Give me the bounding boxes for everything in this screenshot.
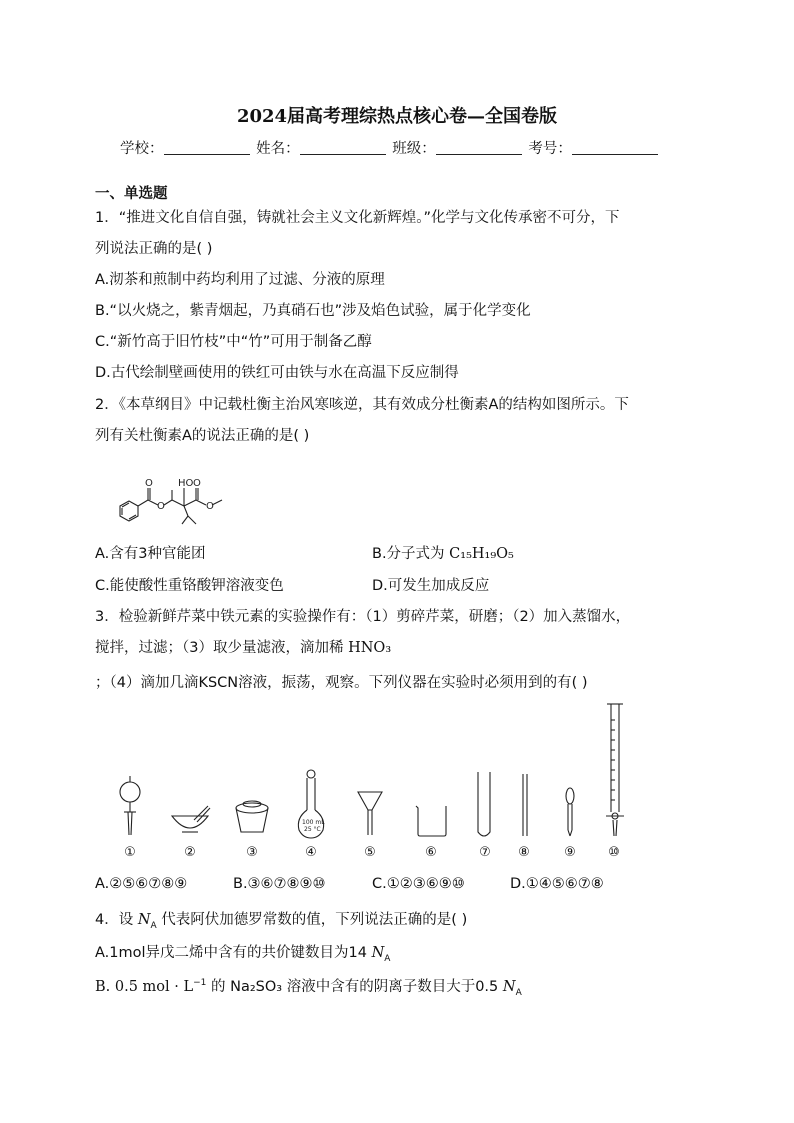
q3-stem-line2: [95, 636, 391, 657]
q4-stem-suffix: 代表阿伏加德罗常数的值，下列说法正确的是( ): [156, 912, 468, 928]
crucible-icon: [236, 801, 268, 832]
q4-option-a[interactable]: [95, 941, 390, 964]
flask-marking: 25 °C: [304, 826, 321, 833]
q4-option-b-text: 的 Na₂SO₃ 溶液中含有的阴离子数目大于0.5: [206, 979, 503, 995]
q4-option-a-text: A.1mol异戊二烯中含有的共价键数目为14: [95, 945, 372, 961]
glass-rod-icon: [523, 774, 527, 836]
q4-option-b[interactable]: [95, 975, 522, 998]
apparatus-label: ②: [184, 845, 196, 860]
atom-o: O: [193, 478, 201, 489]
q4-stem-prefix: 4．设: [95, 912, 138, 928]
q1-option-c[interactable]: C.“新竹高于旧竹枝”中“竹”可用于制备乙醇: [95, 334, 372, 350]
na-subscript: A: [150, 920, 157, 931]
name-label: 姓名：: [256, 141, 300, 157]
q3-stem-line2-text: 搅拌，过滤；（3）取少量滤液，滴加稀: [95, 640, 349, 656]
q3-stem-line3: ；（4）滴加几滴KSCN溶液，振荡，观察。下列仪器在实验时必须用到的有( ): [95, 675, 588, 691]
apparatus-label: ④: [305, 845, 317, 860]
na-subscript: A: [515, 987, 522, 998]
q2-option-b[interactable]: [372, 542, 514, 563]
apparatus-label: ⑧: [518, 845, 530, 860]
section-heading: 一、单选题: [95, 186, 168, 202]
q2-option-c[interactable]: C.能使酸性重铬酸钾溶液变色: [95, 578, 284, 594]
apparatus-figure: [110, 700, 640, 850]
apparatus-label: ⑩: [608, 845, 620, 860]
test-tube-icon: [478, 772, 490, 836]
unit-superscript: −1: [193, 978, 207, 989]
school-blank[interactable]: [164, 140, 250, 155]
number-label: 考号：: [528, 141, 572, 157]
apparatus-label: ①: [124, 845, 136, 860]
q2-stem-line1: 2．《本草纲目》中记载杜衡主治风寒咳逆，其有效成分杜衡素A的结构如图所示。下: [95, 397, 629, 413]
beaker-icon: [416, 806, 446, 836]
q4-stem: [95, 908, 467, 931]
mortar-icon: [172, 806, 210, 832]
dropper-icon: [566, 788, 574, 836]
name-blank[interactable]: [300, 140, 386, 155]
flask-marking: 100 mL: [302, 819, 325, 826]
atom-ho: HO: [178, 478, 194, 489]
class-blank[interactable]: [436, 140, 522, 155]
number-blank[interactable]: [572, 140, 658, 155]
apparatus-label: ⑥: [425, 845, 437, 860]
apparatus-label: ⑦: [479, 845, 491, 860]
q3-option-a[interactable]: A.②⑤⑥⑦⑧⑨: [95, 876, 188, 892]
q3-formula: HNO₃: [348, 640, 392, 656]
apparatus-label: ⑤: [364, 845, 376, 860]
q2-stem-line2: 列有关杜衡素A的说法正确的是( ): [95, 428, 310, 444]
na-symbol: N: [371, 945, 385, 961]
q3-option-c[interactable]: C.①②③⑥⑨⑩: [372, 876, 465, 892]
student-info-row: [120, 137, 660, 158]
atom-o: O: [157, 501, 165, 512]
q3-option-d[interactable]: D.①④⑤⑥⑦⑧: [510, 876, 604, 892]
q3-stem-line1: 3．检验新鲜芹菜中铁元素的实验操作有：（1）剪碎芹菜，研磨；（2）加入蒸馏水，: [95, 609, 631, 625]
q3-option-b[interactable]: B.③⑥⑦⑧⑨⑩: [233, 876, 326, 892]
na-subscript: A: [384, 953, 391, 964]
atom-o: O: [145, 478, 153, 489]
structure-diagram: [112, 458, 252, 528]
page-title: 2024届高考理综热点核心卷—全国卷版: [236, 106, 558, 127]
q2-option-d[interactable]: D.可发生加成反应: [372, 578, 490, 594]
apparatus-label: ⑨: [564, 845, 576, 860]
atom-o: O: [206, 501, 214, 512]
separatory-funnel-icon: [120, 776, 140, 835]
class-label: 班级：: [392, 141, 436, 157]
funnel-icon: [358, 792, 382, 835]
q1-option-a[interactable]: A.沏茶和煎制中药均利用了过滤、分液的原理: [95, 272, 385, 288]
na-symbol: N: [137, 912, 151, 928]
burette-icon: [606, 704, 624, 836]
apparatus-label: ③: [246, 845, 258, 860]
q2-formula: C₁₅H₁₉O₅: [449, 546, 514, 562]
school-label: 学校：: [120, 141, 164, 157]
na-symbol: N: [502, 979, 516, 995]
q4-option-b-text: B. 0.5 mol · L: [95, 979, 194, 995]
q2-option-a[interactable]: A.含有3种官能团: [95, 546, 206, 562]
q2-option-b-text: B.分子式为: [372, 546, 450, 562]
q1-stem-line1: 1．“推进文化自信自强，铸就社会主义文化新辉煌。”化学与文化传承密不可分，下: [95, 210, 620, 226]
q1-option-b[interactable]: B.“以火烧之，紫青烟起，乃真硝石也”涉及焰色试验，属于化学变化: [95, 303, 531, 319]
q1-stem-line2: 列说法正确的是( ): [95, 241, 213, 257]
q1-option-d[interactable]: D.古代绘制壁画使用的铁红可由铁与水在高温下反应制得: [95, 365, 459, 381]
